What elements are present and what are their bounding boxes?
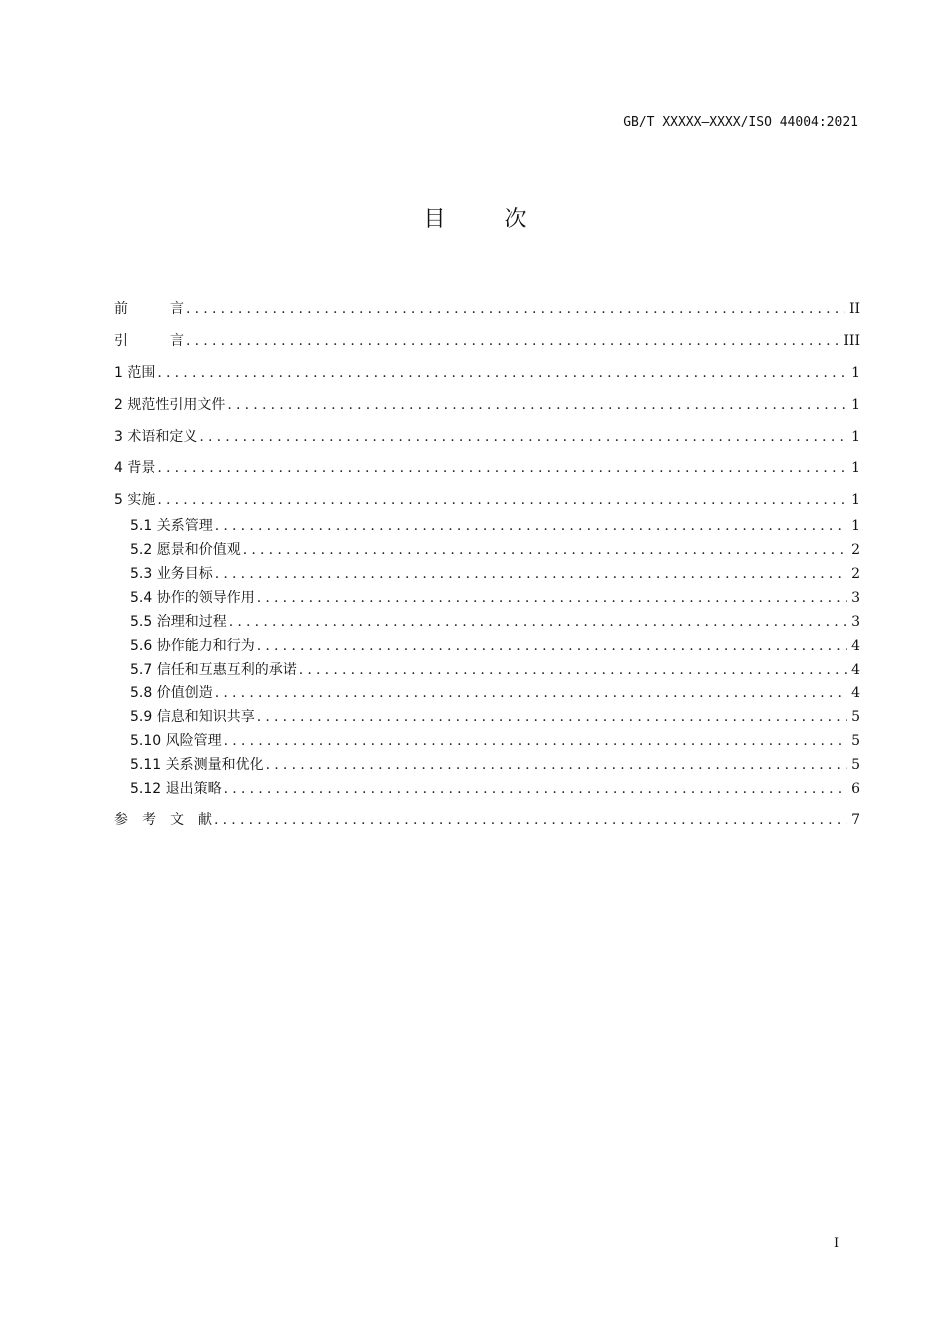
toc-entry-page: III [843,333,860,349]
toc-entry-label: 5.9 信息和知识共享 [130,709,255,725]
toc-entry-page: 3 [851,614,860,630]
toc-entry-label: 5.2 愿景和价值观 [130,542,241,558]
toc-leader-dots [257,638,847,654]
toc-entry-label: 5.1 关系管理 [130,518,213,534]
toc-entry-page: 5 [851,757,860,773]
toc-entry[interactable] [130,539,860,559]
toc-leader-dots [243,542,847,558]
toc-entry-page: 3 [851,590,860,606]
toc-entry-label: 5 实施 [114,492,156,508]
toc-entry-page: 1 [851,518,860,534]
toc-leader-dots [199,429,847,445]
toc-entry-page: 7 [851,812,860,828]
toc-leader-dots [227,397,847,413]
toc-entry-page: 4 [851,662,860,678]
toc-leader-dots [215,685,847,701]
toc-entry-label: 5.8 价值创造 [130,685,213,701]
toc-entry-page: 1 [851,429,860,445]
toc-entry-label: 4 背景 [114,460,156,476]
toc-leader-dots [224,733,847,749]
toc-entry-label: 1 范围 [114,365,156,381]
toc-entry[interactable] [130,611,860,631]
toc-leader-dots [215,566,847,582]
toc-leader-dots [257,590,847,606]
toc-entry[interactable] [114,298,860,318]
toc-entry[interactable] [114,362,860,382]
page-title [0,202,950,233]
toc-entry-label: 参 考 文 献 [114,812,212,828]
toc-entry[interactable] [114,394,860,414]
toc-leader-dots [186,301,845,317]
toc-entry-page: 5 [851,709,860,725]
toc-entry-label: 5.4 协作的领导作用 [130,590,255,606]
toc-entry[interactable] [114,426,860,446]
toc-entry-label: 5.10 风险管理 [130,733,222,749]
title-char-2: 次 [504,207,527,232]
toc-entry-page: 1 [851,365,860,381]
toc-leader-dots [214,812,847,828]
toc-entry-label: 5.5 治理和过程 [130,614,227,630]
toc-entry[interactable] [114,489,860,509]
toc-leader-dots [157,365,847,381]
toc-entry[interactable] [114,457,860,477]
toc-entry[interactable] [130,635,860,655]
toc-leader-dots [157,492,847,508]
toc-entry-label: 5.6 协作能力和行为 [130,638,255,654]
toc-leader-dots [186,333,839,349]
page-number: I [834,1236,840,1251]
toc-entry[interactable] [130,515,860,535]
toc-entry[interactable] [130,778,860,798]
title-char-1: 目 [423,207,446,232]
toc-entry[interactable] [130,587,860,607]
toc-entry-page: II [848,301,860,317]
toc-entry-label: 前 言 [114,301,184,317]
toc-leader-dots [257,709,847,725]
toc-entry-page: 1 [851,492,860,508]
toc-entry-page: 2 [851,542,860,558]
toc-entry-page: 1 [851,460,860,476]
toc-entry[interactable] [130,730,860,750]
toc-entry[interactable] [130,706,860,726]
toc-entry[interactable] [114,330,860,350]
toc-entry-label: 引 言 [114,333,184,349]
toc-entry-page: 4 [851,685,860,701]
toc-leader-dots [299,662,847,678]
toc-entry[interactable] [130,659,860,679]
standard-id-header: GB/T XXXXX—XXXX/ISO 44004:2021 [623,115,858,130]
toc-entry[interactable] [114,809,860,829]
toc-leader-dots [215,518,847,534]
toc-entry-page: 6 [851,781,860,797]
toc-leader-dots [224,781,847,797]
toc-entry[interactable] [130,682,860,702]
toc-entry-label: 5.3 业务目标 [130,566,213,582]
toc-entry-label: 5.12 退出策略 [130,781,222,797]
toc-entry-page: 1 [851,397,860,413]
toc-entry[interactable] [130,754,860,774]
toc-leader-dots [157,460,847,476]
toc-entry-label: 5.7 信任和互惠互利的承诺 [130,662,297,678]
toc-entry-page: 2 [851,566,860,582]
toc-entry-label: 5.11 关系测量和优化 [130,757,264,773]
toc-entry-label: 3 术语和定义 [114,429,198,445]
toc-leader-dots [229,614,847,630]
toc-entry[interactable] [130,563,860,583]
toc-entry-page: 4 [851,638,860,654]
toc-leader-dots [266,757,847,773]
toc-entry-label: 2 规范性引用文件 [114,397,226,413]
toc-entry-page: 5 [851,733,860,749]
